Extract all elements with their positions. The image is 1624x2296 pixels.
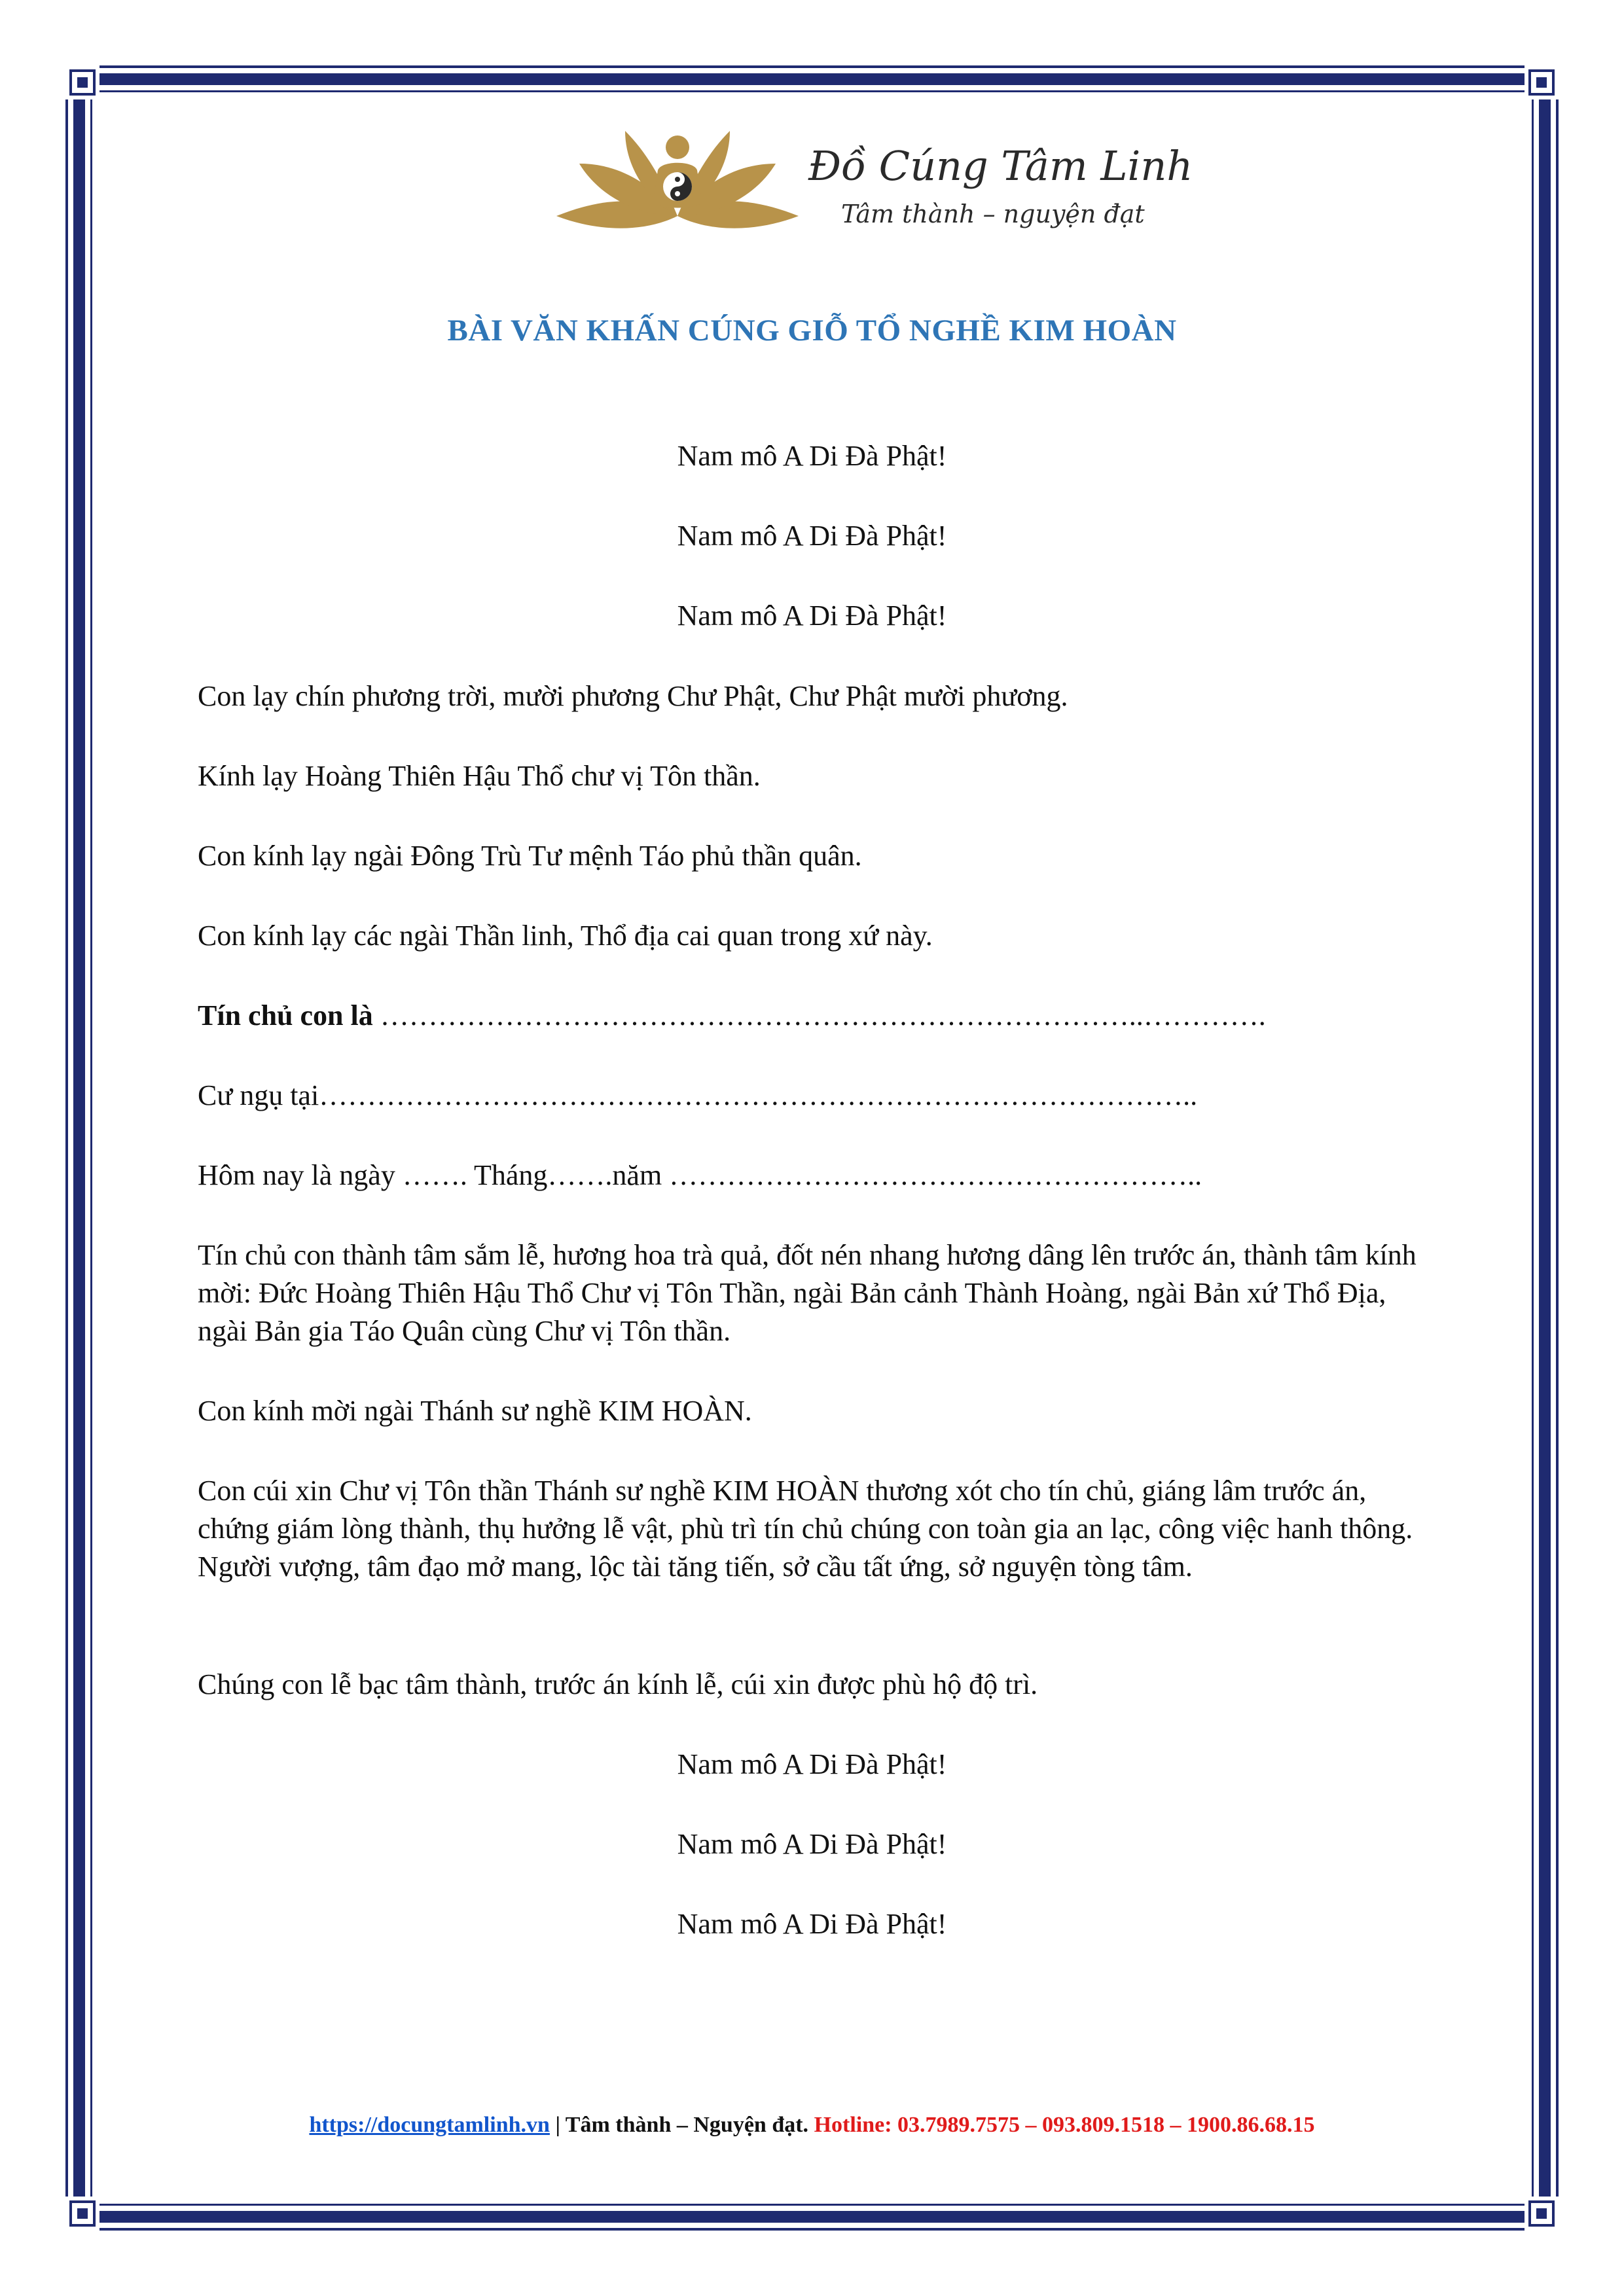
- petition-paragraph: Con cúi xin Chư vị Tôn thần Thánh sư nghề KIM HOÀN thương xót cho tín chủ, giáng lâm trước án, chứng giám lòng thành, thụ hưởng lễ vật, phù trì tín chủ chúng con toàn gia an lạc, công việc hanh thông. Người vượng, tâm đạo mở mang, lộc tài tăng tiến, sở cầu tất ứng, sở nguyện tòng tâm.: [198, 1475, 1413, 1583]
- page-border-inner: [90, 90, 1534, 2206]
- page-footer: [0, 2113, 1624, 2138]
- invocation-line: Con kính lạy ngài Đông Trù Tư mệnh Táo phủ thần quân.: [198, 840, 862, 872]
- website-link[interactable]: https://docungtamlinh.vn: [309, 2113, 550, 2137]
- lotus-logo-icon: [547, 118, 1193, 249]
- closing-prayer-line: Nam mô A Di Đà Phật!: [677, 1748, 947, 1780]
- border-corner-ornament: [65, 2197, 99, 2231]
- closing-paragraph: Chúng con lễ bạc tâm thành, trước án kính lễ, cúi xin được phù hộ độ trì.: [198, 1668, 1038, 1700]
- invocation-line: Kính lạy Hoàng Thiên Hậu Thổ chư vị Tôn thần.: [198, 760, 761, 792]
- page-title: BÀI VĂN KHẤN CÚNG GIỖ TỔ NGHỀ KIM HOÀN: [447, 314, 1177, 348]
- devotee-name-blank: ……………………………………………………………………..………….: [372, 999, 1266, 1031]
- invocation-line: Con kính lạy các ngài Thần linh, Thổ địa cai quan trong xứ này.: [198, 920, 933, 952]
- address-field: Cư ngụ tại………………………………………………………………………………..: [198, 1079, 1198, 1111]
- border-corner-ornament: [1525, 2197, 1559, 2231]
- devotee-name-label: Tín chủ con là: [198, 999, 373, 1031]
- invitation-paragraph: Con kính mời ngài Thánh sư nghề KIM HOÀN.: [198, 1395, 752, 1427]
- brand-logo: [547, 118, 1193, 249]
- footer-slogan: | Tâm thành – Nguyện đạt.: [549, 2113, 814, 2137]
- opening-prayer-line: Nam mô A Di Đà Phật!: [677, 600, 947, 632]
- border-corner-ornament: [65, 65, 99, 99]
- svg-text:Tâm thành – nguyện đạt: Tâm thành – nguyện đạt: [841, 200, 1145, 228]
- opening-prayer-line: Nam mô A Di Đà Phật!: [677, 440, 947, 472]
- devotee-name-field: [198, 997, 1266, 1035]
- offering-paragraph: Tín chủ con thành tâm sắm lễ, hương hoa trà quả, đốt nén nhang hương dâng lên trước án, thành tâm kính mời: Đức Hoàng Thiên Hậu Thổ Chư vị Tôn Thần, ngài Bản cảnh Thành Hoàng, ngài Bản xứ Thổ Địa, ngài Bản gia Táo Quân cùng Chư vị Tôn thần.: [198, 1239, 1416, 1347]
- opening-prayer-line: Nam mô A Di Đà Phật!: [677, 520, 947, 552]
- date-field: Hôm nay là ngày ……. Tháng…….năm ………………………………………………..: [198, 1159, 1202, 1191]
- border-corner-ornament: [1525, 65, 1559, 99]
- hotline-numbers: Hotline: 03.7989.7575 – 093.809.1518 – 1900.86.68.15: [814, 2113, 1315, 2137]
- closing-prayer-line: Nam mô A Di Đà Phật!: [677, 1908, 947, 1940]
- closing-prayer-line: Nam mô A Di Đà Phật!: [677, 1828, 947, 1860]
- invocation-line: Con lạy chín phương trời, mười phương Chư Phật, Chư Phật mười phương.: [198, 680, 1068, 712]
- svg-text:Đồ Cúng Tâm Linh: Đồ Cúng Tâm Linh: [808, 142, 1193, 190]
